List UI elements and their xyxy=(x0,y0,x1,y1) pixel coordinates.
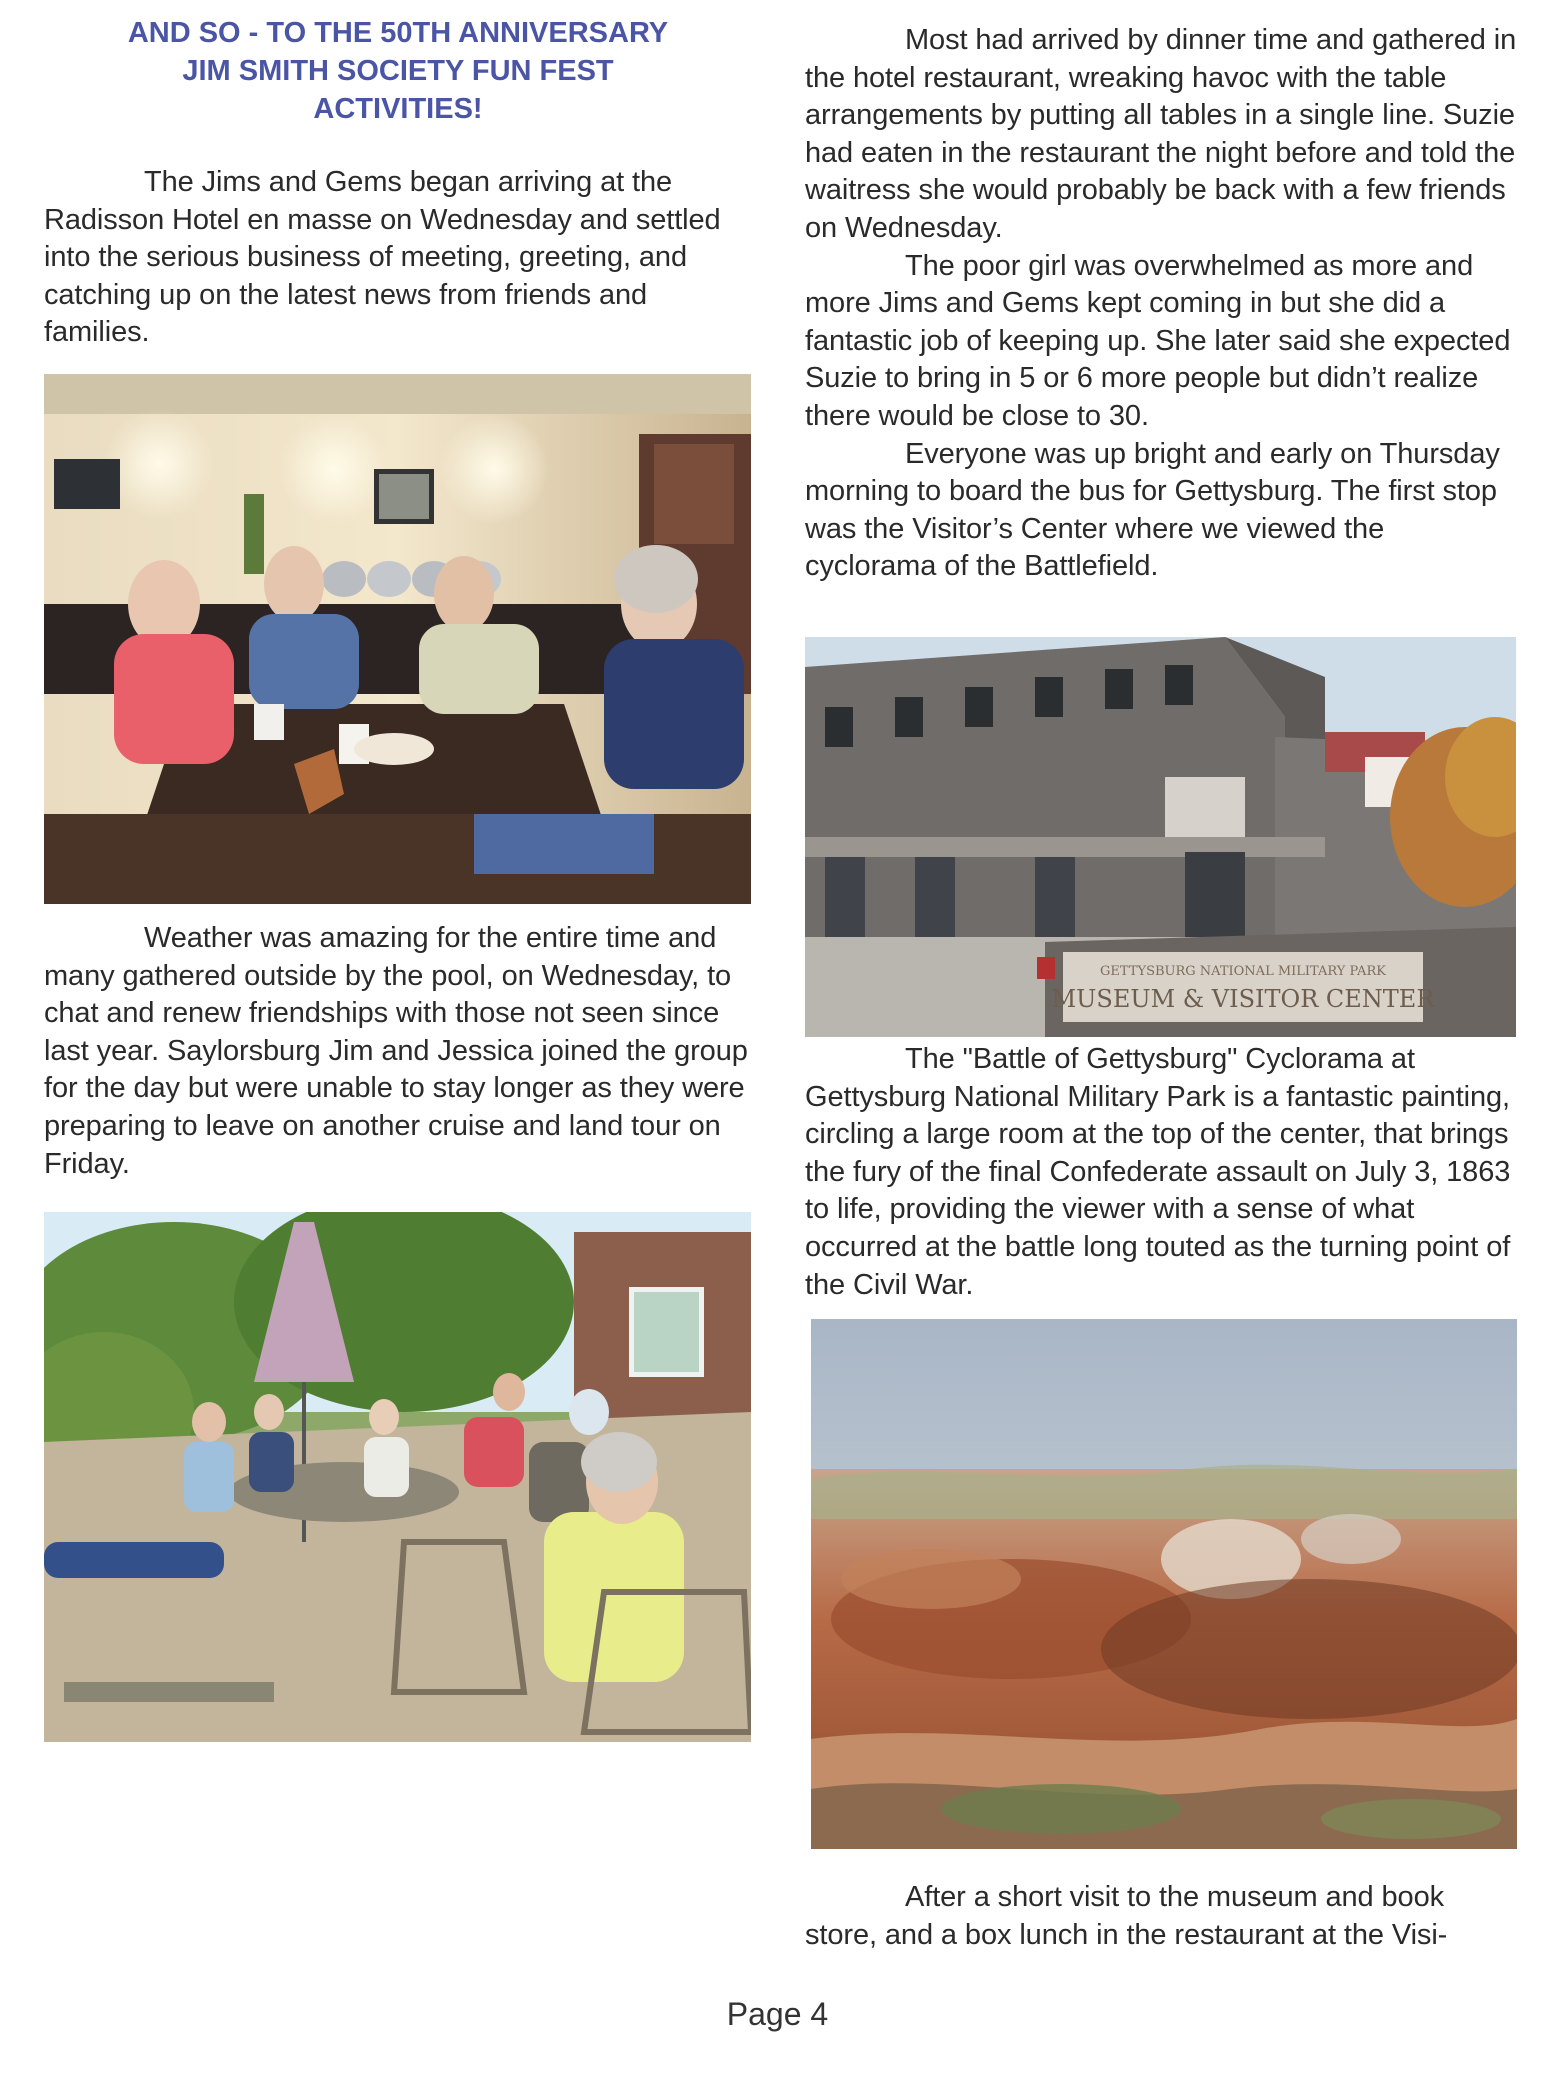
left-column xyxy=(44,14,752,352)
left-paragraph-1: The Jims and Gems began arriving at the Radisson Hotel en masse on Wednesday and settled into the serious business of meeting, greeting, and catching up on the latest news from friends and families. xyxy=(44,166,721,349)
right-paragraph-4: The "Battle of Gettysburg" Cyclorama at Gettysburg National Military Park is a fantastic painting, circling a large room at the top of the center, that brings the fury of the final Confederate assault on July 3, 1863 to life, providing the viewer with a sense of what occurred at the battle long touted as the turning point of the Civil War. xyxy=(805,1043,1511,1301)
right-column xyxy=(805,22,1517,586)
right-paragraph-3: Everyone was up bright and early on Thursday morning to board the bus for Gettysburg. The first stop was the Visitor’s Center where we viewed the cyclorama of the Battlefield. xyxy=(805,437,1500,583)
right-paragraph-2: The poor girl was overwhelmed as more and more Jims and Gems kept coming in but she did a fantastic job of keeping up. She later said she expected Suzie to bring in 5 or 6 more people but didn’t realize there would be close to 30. xyxy=(805,249,1511,432)
left-paragraph-2: Weather was amazing for the entire time and many gathered outside by the pool, on Wednesday, to chat and renew friendships with those not seen since last year. Saylorsburg Jim and Jessica joined the group for the day but were unable to stay longer as they were preparing to leave on another cruise and land tour on Friday. xyxy=(44,922,748,1180)
visitor-center-photo xyxy=(805,637,1516,1037)
right-paragraph-5: After a short visit to the museum and book store, and a box lunch in the restaurant at the Visi- xyxy=(805,1881,1448,1951)
restaurant-photo xyxy=(44,374,751,904)
headline-line-1: AND SO - TO THE 50TH ANNIVERSARY xyxy=(127,17,669,49)
cyclorama-photo xyxy=(811,1319,1517,1849)
page-number: Page 4 xyxy=(726,1996,829,2032)
article-headline xyxy=(44,14,752,128)
headline-line-3: ACTIVITIES! xyxy=(313,93,483,125)
right-paragraph-1: Most had arrived by dinner time and gathered in the hotel restaurant, wreaking havoc with the table arrangements by putting all tables in a single line. Suzie had eaten in the restaurant the night before and told the waitress she would probably be back with a few friends on Wednesday. xyxy=(805,24,1517,244)
visitor-center-sign-line-2: MUSEUM & VISITOR CENTER xyxy=(1051,985,1435,1013)
poolside-photo xyxy=(44,1212,751,1742)
headline-line-2: JIM SMITH SOCIETY FUN FEST xyxy=(182,55,614,87)
visitor-center-sign-line-1: GETTYSBURG NATIONAL MILITARY PARK xyxy=(1100,964,1386,979)
